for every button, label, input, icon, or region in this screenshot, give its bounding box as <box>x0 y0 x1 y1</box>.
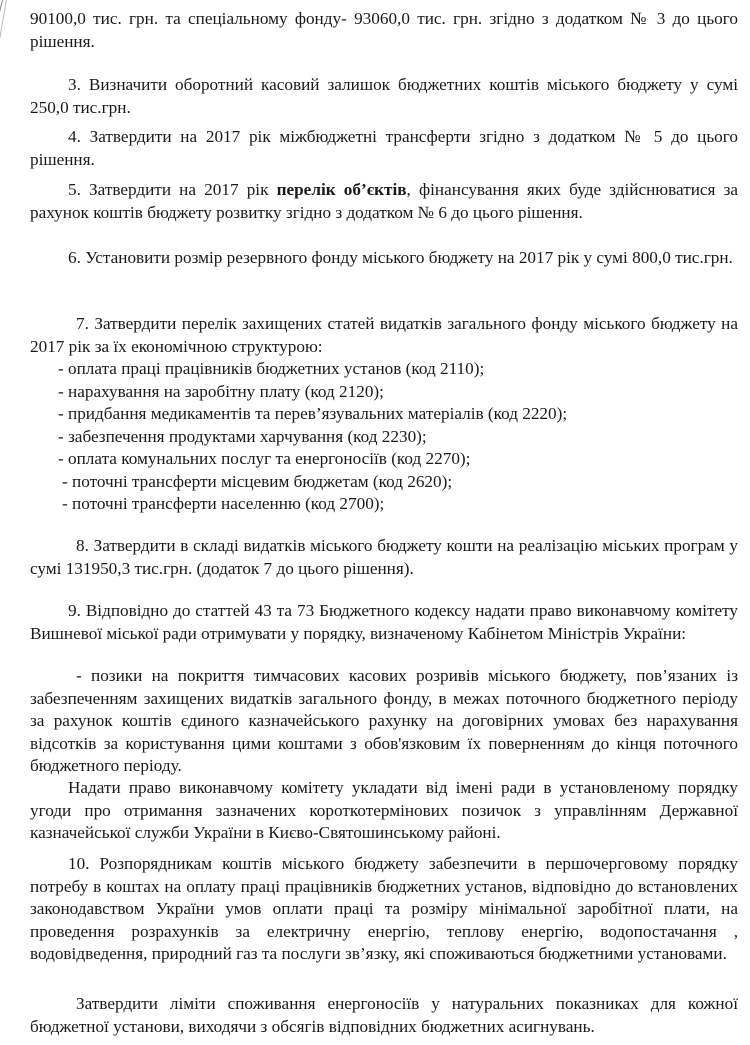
list-item: - оплата комунальних послуг та енергоносіїв (код 2270); <box>58 449 471 468</box>
protected-items-list <box>58 358 718 516</box>
paragraph-8: 8. Затвердити в складі видатків міського бюджету кошти на реалізацію міських програм у сумі 131950,3 тис.грн. (додаток 7 до цього рішення). <box>30 536 738 578</box>
list-item: - нарахування на заробітну плату (код 2120); <box>58 381 384 401</box>
paragraph-10-b: Затвердити ліміти споживання енергоносіїв у натуральних показниках для кожної бюджетної установи, виходячи з обсягів відповідних бюджетних асигнувань. <box>30 994 738 1036</box>
list-item: - придбання медикаментів та перев’язувальних матеріалів (код 2220); <box>58 404 568 423</box>
paragraph-5-bold: перелік об’єктів <box>276 180 407 199</box>
paragraph-10: 10. Розпорядникам коштів міського бюджету забезпечити в першочерговому порядку потребу в коштах на оплату праці працівників бюджетних установ, відповідно до встановлених законодавством України умов оплати праці та розміру мінімальної заробітної плати, на проведення розрахунків за електричну енергію, теплову енергію, водопостачання , водовідведення, природний газ та послуги зв’язку, які споживаються бюджетними установами. <box>30 854 738 963</box>
list-item: - забезпечення продуктами харчування (код 2230); <box>58 426 427 446</box>
paragraph-5-rest: , фінансування яких буде здійснюватися за рахунок коштів бюджету розвитку згідно з додатком № 6 до цього рішення. <box>30 180 739 222</box>
list-item: - оплата праці працівників бюджетних установ (код 2110); <box>58 359 485 378</box>
paragraph-5-lead: 5. Затвердити на 2017 рік <box>68 180 277 199</box>
paragraph-4: 4. Затвердити на 2017 рік міжбюджетні трансферти згідно з додатком № 5 до цього рішення. <box>30 127 738 169</box>
paragraph-6: 6. Установити розмір резервного фонду міського бюджету на 2017 рік у сумі 800,0 тис.грн. <box>68 248 733 267</box>
paragraph-7: 7. Затвердити перелік захищених статей видатків загального фонду міського бюджету на 2017 рік за їх економічною структурою: <box>30 314 738 356</box>
list-item: - поточні трансферти населенню (код 2700); <box>62 494 385 513</box>
paragraph-5 <box>30 179 738 224</box>
paragraph-9-b: Надати право виконавчому комітету укладати від імені ради в установленому порядку угоди про отримання зазначених короткотермінових позичок з управлінням Державної казначейської служби України в Києво-Святошинському районі. <box>30 778 738 842</box>
paragraph-9-sub: - позики на покриття тимчасових касових розривів міського бюджету, пов’язаних із забезпеченням захищених видатків загального фонду, в межах поточного бюджетного періоду за рахунок коштів єдиного казначейського рахунку на договірних умовах без нарахування відсотків за користування цими коштами з обов'язковим їх поверненням до кінця поточного бюджетного періоду. <box>30 666 738 775</box>
scan-artifact <box>0 0 7 59</box>
paragraph-2-tail: 90100,0 тис. грн. та спеціальному фонду- 93060,0 тис. грн. згідно з додатком № 3 до цього рішення. <box>30 9 738 51</box>
list-item: - поточні трансферти місцевим бюджетам (код 2620); <box>62 471 453 491</box>
paragraph-3: 3. Визначити оборотний касовий залишок бюджетних коштів міського бюджету у сумі 250,0 тис.грн. <box>30 75 738 117</box>
paragraph-9: 9. Відповідно до статтей 43 та 73 Бюджетного кодексу надати право виконавчому комітету Вишневої міської ради отримувати у порядку, визначеному Кабінетом Міністрів України: <box>30 601 738 643</box>
